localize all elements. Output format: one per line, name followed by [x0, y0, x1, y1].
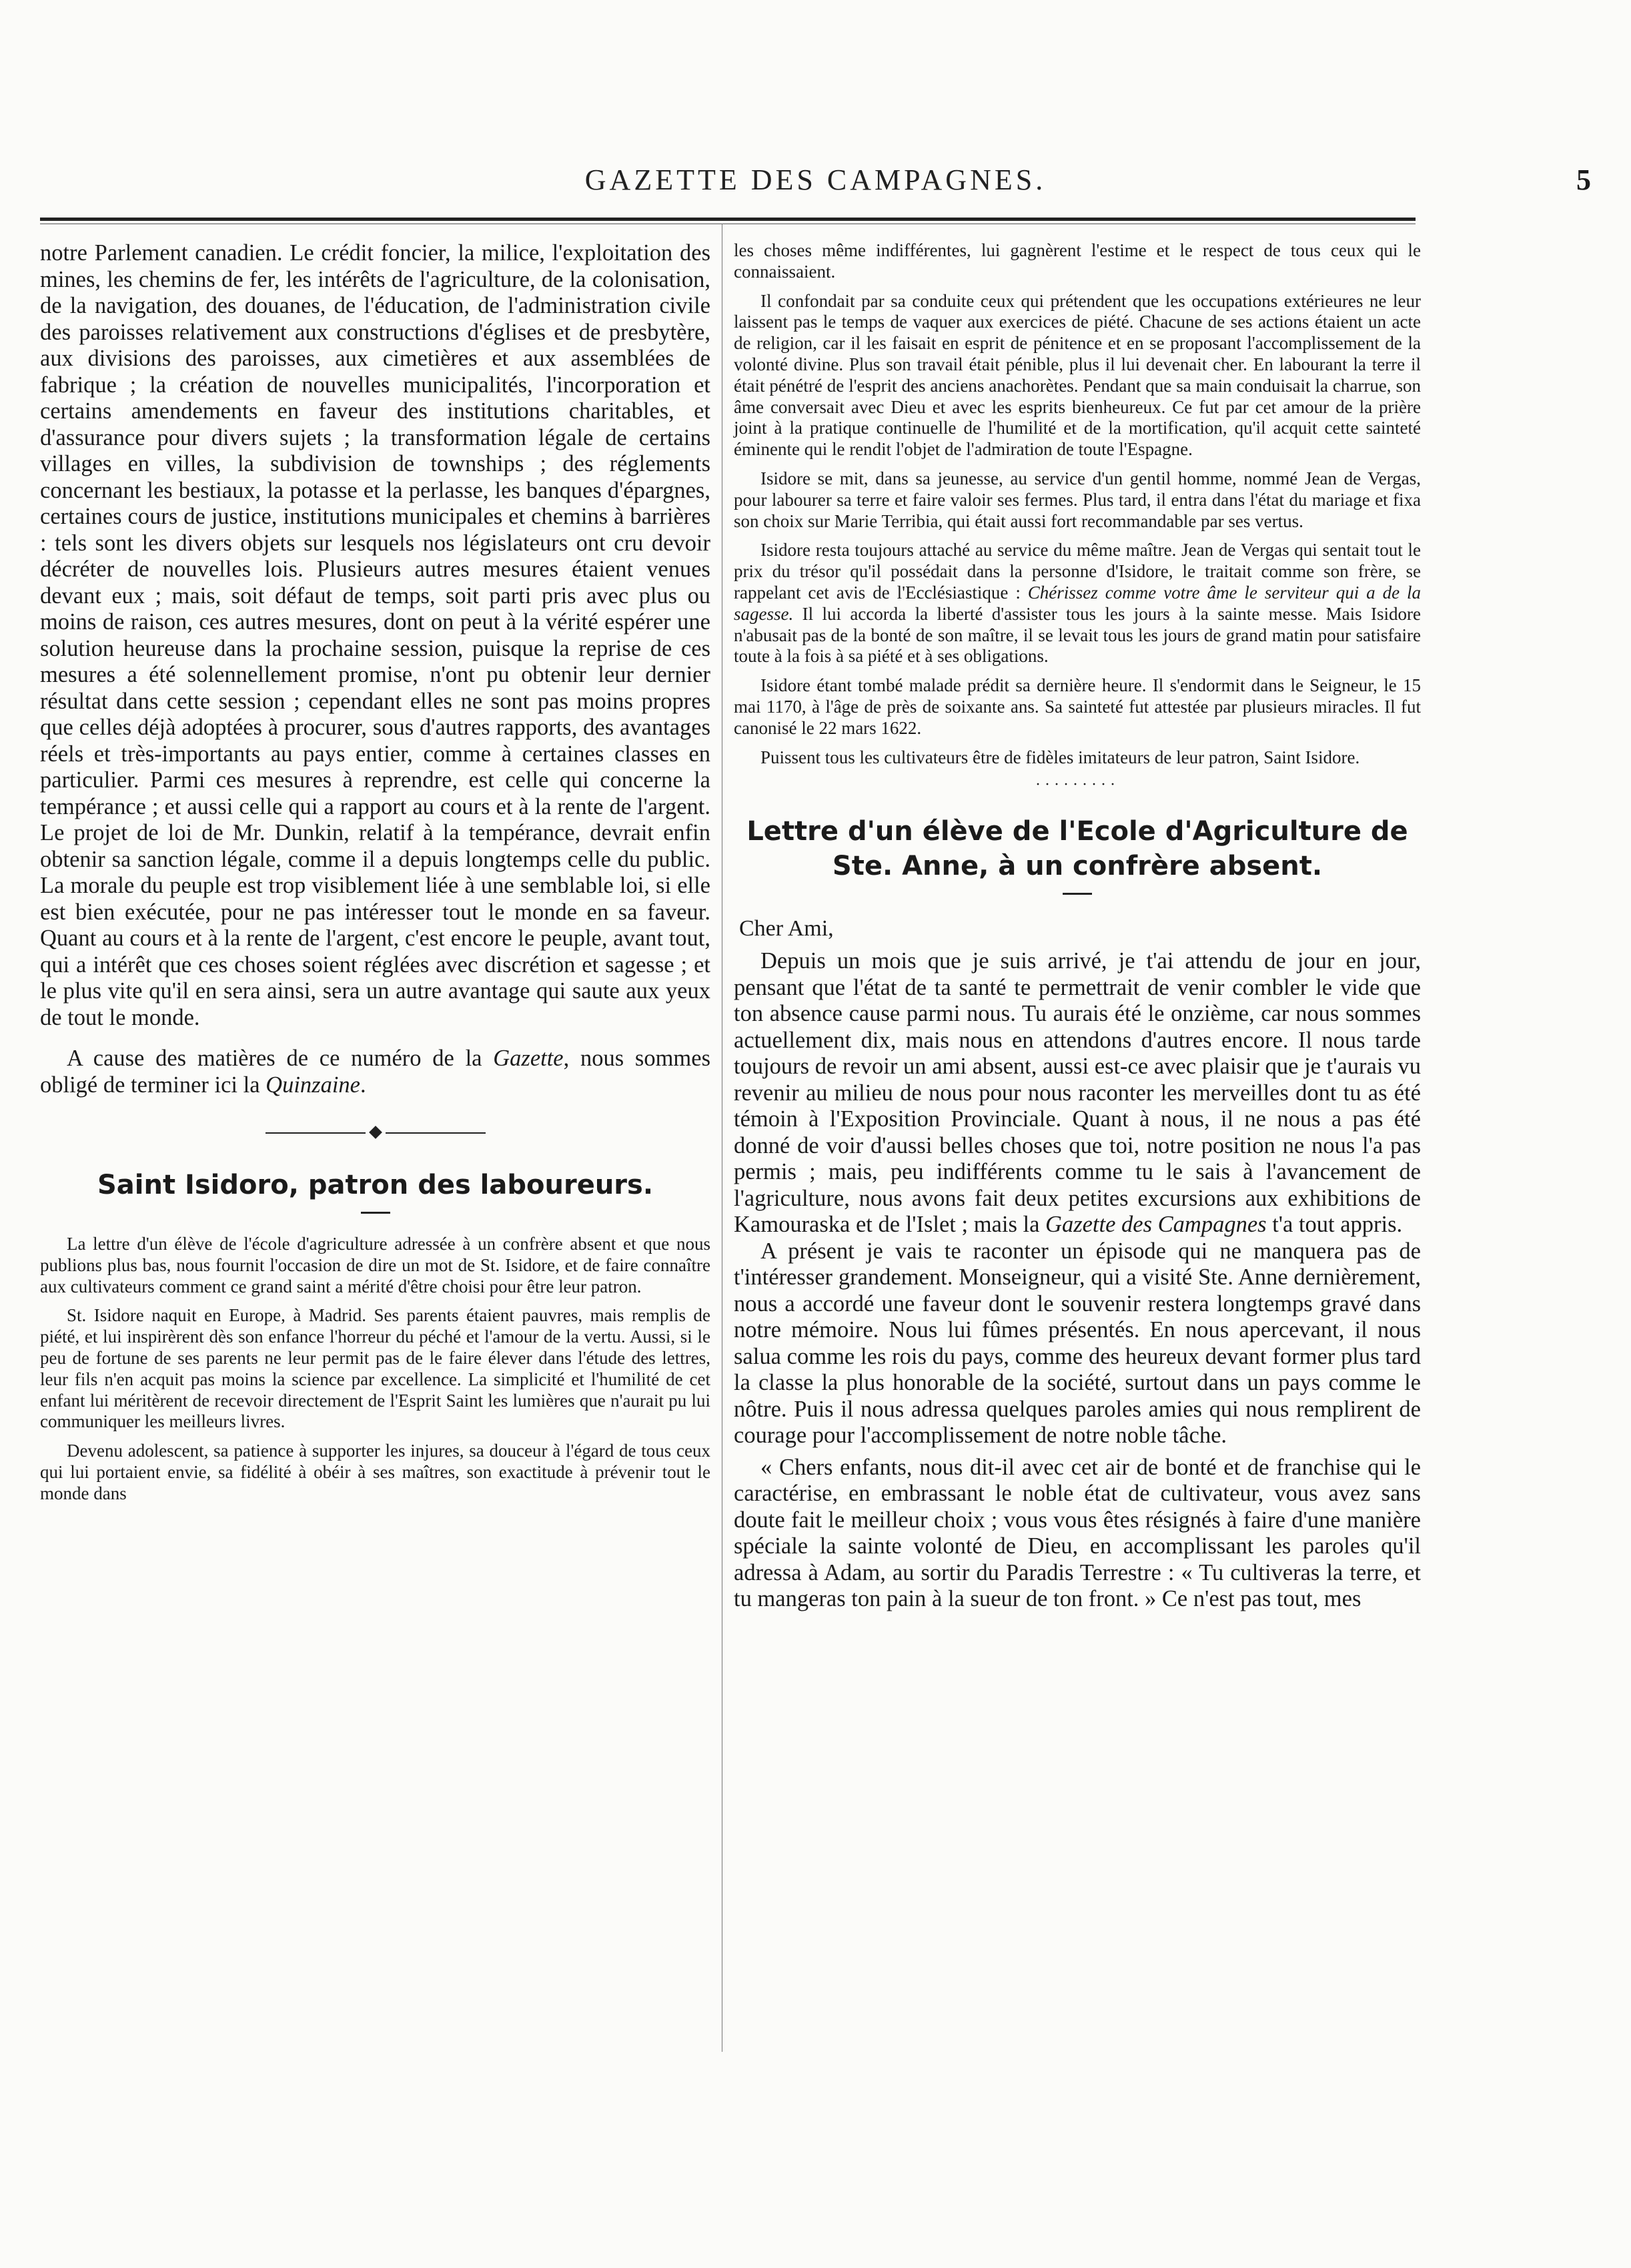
isidore-paragraph-2: St. Isidore naquit en Europe, à Madrid. Ses parents étaient pauvres, mais remplis de piété, et lui inspirèrent dès son enfance l'horreur du péché et l'amour de la vertu. Aussi, si le peu de fortune de ses parents ne leur permit pas de le faire élever dans l'étude des lettres, leur fils n'en acquit pas moins la science par excellence. La simplicité et l'humilité de cet enfant lui méritèrent de recevoir directement de l'Esprit Saint les lumières que n'aurait pu lui communiquer les meilleurs livres. — [40, 1305, 710, 1432]
quinzaine-p2-text-c: . — [360, 1072, 366, 1098]
lettre-paragraph-3: « Chers enfants, nous dit-il avec cet air de bonté et de franchise qui le caractérise, en embrassant le noble état de cultivateur, vous avez sans doute fait le meilleur choix ; vous vous êtes résignés à faire d'une manière spéciale la sainte volonté de Dieu, en accomplissant les paroles qu'il adressa à Adam, au sortir du Paradis Terrestre : « Tu cultiveras la terre, et tu mangeras ton pain à la sueur de ton front. » Ce n'est pas tout, mes — [734, 1454, 1421, 1612]
page-number: 5 — [1576, 163, 1591, 196]
lettre-p1-text: Depuis un mois que je suis arrivé, je t'ai attendu de jour en jour, pensant que l'état de ta santé te permettrait de venir combler le vide que ton absence cause parmi nous. Tu aurais été le onzième, car nous sommes actuellement dix, mais nous en attendons d'autres encore. Il nous tarde toujours de revoir un ami absent, aussi est-ce avec plaisir que je t'aurais vu revenir au milieu de nous pour nous raconter les merveilles dont tu as été témoin à l'Exposition Provinciale. Quant à nous, il ne nous a pas été donné de voir d'aussi belles choses que toi, notre position ne nous l'a pas permis ; mais, peu indifférents comme tu le sais à l'avancement de l'agriculture, nous avons fait deux petites excursions aux exhibitions de Kamouraska et de l'Islet ; mais la — [734, 948, 1421, 1238]
title-dash-2 — [1063, 893, 1092, 895]
quinzaine-p2-text-a: A cause des matières de ce numéro de la — [67, 1046, 494, 1071]
isidore-paragraph-3: Devenu adolescent, sa patience à supporter les injures, sa douceur à l'égard de tous ceux qui lui portaient envie, sa fidélité à obéir à ses maîtres, son exactitude à prévenir tout le monde dans — [40, 1441, 710, 1503]
ecclesiastique-quote: Chérissez comme votre âme le serviteur qui a de la sagesse. — [734, 582, 1421, 624]
quinzaine-p2-text-b: , nous sommes obligé de terminer ici la — [40, 1046, 711, 1098]
lettre-paragraph-2: A présent je vais te raconter un épisode qui ne manquera pas de t'intéresser grandement. Monseigneur, qui a visité Ste. Anne dernièrement, nous a accordé une faveur dont le souvenir restera longtemps gravé dans notre mémoire. Nous lui fûmes présentés. En nous apercevant, il nous salua comme les rois du pays, comme des heureux devant former plus tard la classe la plus honorable de la société, surtout dans un pays comme le nôtre. Puis il nous adressa quelques paroles amies qui nous remplirent de courage pour l'accomplissement de notre noble tâche. — [734, 1238, 1421, 1449]
isidore-paragraph-1: La lettre d'un élève de l'école d'agriculture adressée à un confrère absent et que nous publions plus bas, nous fournit l'occasion de dire un mot de St. Isidore, et de faire connaître aux cultivateurs comment ce grand saint a mérité d'être choisi pour être leur patron. — [40, 1234, 710, 1296]
gazette-campagnes-italic: Gazette des Campagnes — [1045, 1212, 1267, 1238]
isidore-paragraph-7 — [734, 540, 1421, 667]
isidore-paragraph-8: Isidore étant tombé malade prédit sa dernière heure. Il s'endormit dans le Seigneur, le 15 mai 1170, à l'âge de près de soixante ans. Sa sainteté fut attestée par plusieurs miracles. Il fut canonisé le 22 mars 1622. — [734, 675, 1421, 738]
header-rule — [40, 218, 1416, 221]
isidore-paragraph-4: les choses même indifférentes, lui gagnèrent l'estime et le respect de tous ceux qui le connaissaient. — [734, 240, 1421, 282]
quinzaine-paragraph-2 — [40, 1046, 710, 1098]
isidore-p7-text-b: Il lui accorda la liberté d'assister tous les jours à la sainte messe. Mais Isidore n'abusait pas de la bonté de son maître, il se levait tous les jours de grand matin pour satisfaire toute à la fois à sa piété et à ses obligations. — [734, 603, 1421, 667]
isidore-paragraph-6: Isidore se mit, dans sa jeunesse, au service d'un gentil homme, nommé Jean de Vergas, pour labourer sa terre et faire valoir ses fermes. Plus tard, il entra dans l'état du mariage et fixa son choix sur Marie Terribia, qui était aussi fort recommandable par ses vertus. — [734, 468, 1421, 531]
lettre-paragraph-1 — [734, 948, 1421, 1238]
right-column — [734, 240, 1421, 1613]
left-column — [40, 240, 710, 1513]
isidore-paragraph-9: Puissent tous les cultivateurs être de fidèles imitateurs de leur patron, Saint Isidore. — [760, 747, 1360, 767]
gazette-italic: Gazette — [493, 1046, 564, 1071]
section-end-dots: ········· — [1035, 776, 1119, 794]
page-header — [0, 163, 1631, 203]
section-ornament — [265, 1125, 486, 1141]
quinzaine-paragraph-1: notre Parlement canadien. Le crédit foncier, la milice, l'exploitation des mines, les chemins de fer, les intérêts de l'agriculture, de la colonisation, de la navigation, des douanes, de l'éducation, de l'administration civile des paroisses relativement aux constructions d'églises et de presbytère, aux divisions des paroisses, aux cimetières et aux assemblées de fabrique ; la création de nouvelles municipalités, l'incorporation et certains amendements en faveur des institutions charitables, et d'assurance pour divers sujets ; la transformation légale de certains villages en villes, la subdivision de townships ; des réglements concernant les bestiaux, la potasse et la perlasse, les banques d'épargnes, certaines cours de justice, institutions municipales et chemins à barrières : tels sont les divers objets sur lesquels nos législateurs ont cru devoir décréter de nouvelles lois. Plusieurs autres mesures étaient venues devant eux ; mais, soit défaut de temps, soit parti pris avec plus ou moins de raison, ces autres mesures, dont on peut à la vérité espérer une solution heureuse dans la prochaine session, puisque la reprise de ces mesures a été solennellement promise, n'ont pu obtenir leur dernier résultat dans cette session ; cependant elles ne sont pas moins propres que celles déjà adoptées à procurer, sous d'autres rapports, des avantages réels et très-importants au pays entier, comme à certaines classes en particulier. Parmi ces mesures à reprendre, est celle qui concerne la tempérance ; et aussi celle qui a rapport au cours et à la rente de l'argent. Le projet de loi de Mr. Dunkin, relatif à la tempérance, devrait enfin obtenir sa sanction légale, comme il a depuis longtemps celle du public. La morale du peuple est trop visiblement liée à une semblable loi, si elle est bien exécutée, pour ne pas intéresser tout le monde en sa faveur. Quant au cours et à la rente de l'argent, c'est encore le peuple, avant tout, qui a intérêt que ces choses soient réglées avec discrétion et sagesse ; et le plus vite qu'il en sera ainsi, sera un autre avantage qui saute aux yeux de tout le monde. — [40, 240, 710, 1030]
lettre-title-line-1: Lettre d'un élève de l'Ecole d'Agriculture de — [746, 816, 1408, 847]
quinzaine-italic: Quinzaine — [265, 1072, 360, 1098]
lettre-p1-end: t'a tout appris. — [1266, 1212, 1403, 1238]
title-dash — [361, 1212, 390, 1214]
isidore-paragraph-5: Il confondait par sa conduite ceux qui prétendent que les occupations extérieures ne leur laissent pas le temps de vaquer aux exercices de piété. Chacune de ses actions étaient un acte de religion, car il les faisait en esprit de pénitence et en se proposant l'accomplissement de la volonté divine. Plus son travail était pénible, plus il lui devenait cher. En labourant la terre il était pénétré de l'esprit des anciens anachorètes. Pendant que sa main conduisait la charrue, son âme conversait avec Dieu et avec les esprits bienheureux. Ce fut par cet amour de la prière joint à la pratique continuelle de l'humilité et de la mortification, qu'il acquit cette sainteté éminente qui le rendit l'objet de l'admiration de toute l'Espagne. — [734, 290, 1421, 460]
isidore-p7-text-a: Isidore resta toujours attaché au service du même maître. Jean de Vergas qui sentait tout le prix du trésor qu'il possédait dans la personne d'Isidore, le traitait comme son frère, se rappelant cet avis de l'Ecclésiastique : — [734, 540, 1421, 603]
lettre-title-line-2: Ste. Anne, à un confrère absent. — [832, 851, 1323, 882]
isidore-article-title: Saint Isidoro, patron des laboureurs. — [97, 1170, 654, 1200]
newspaper-title: GAZETTE DES CAMPAGNES. — [584, 163, 1047, 196]
salutation: Cher Ami, — [739, 916, 834, 941]
